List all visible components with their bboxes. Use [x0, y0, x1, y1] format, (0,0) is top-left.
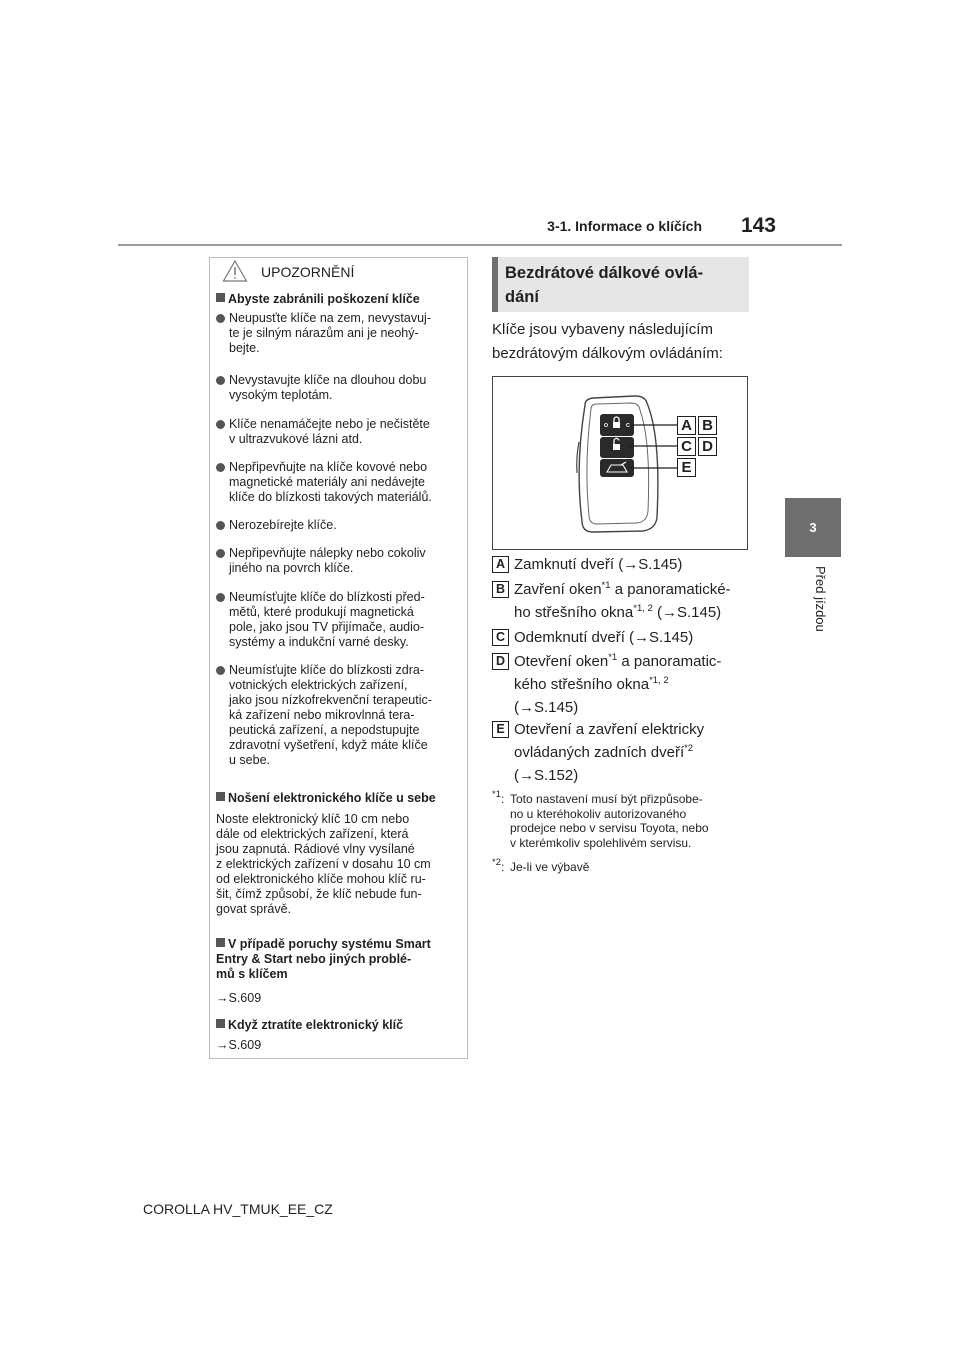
section-title: 3-1. Informace o klíčích: [547, 218, 702, 234]
warning-paragraph: Noste elektronický klíč 10 cm nebo dále od elektrických zařízení, která jsou zapnutá. Rádiové vlny vysílané z elektrických zařízení v dosahu 10 cm od elektronického klíče mohou klíč ru- šit, čímž způsobí, že klíč nebude fun- govat správě.: [216, 812, 431, 916]
warning-heading: Abyste zabránili poškození klíče: [216, 292, 420, 307]
chapter-label-text: Před jízdou: [813, 566, 828, 632]
warning-heading: Když ztratíte elektronický klíč: [216, 1018, 403, 1033]
unlock-button: [600, 437, 634, 458]
callout-label-a: A: [677, 416, 696, 435]
page-reference: →S.609: [216, 991, 262, 1005]
warning-box: UPOZORNĚNÍ Abyste zabránili poškození klíče Neupusťte klíče na zem, nevystavuj- te je silným nárazům ani je neohý- bejte. Nevystavujte klíče na dlouhou dobu vysokým teplotám. Klíče nenamáčejte nebo je nečistěte v ultrazvukové lázni atd. Nepřipevňujte na klíče kovové nebo magnetické materiály ani nedávejte klíče do blízkosti takových materiálů. Nerozebírejte klíče. Nepřipevňujte nálepky nebo cokoliv jiného na povrch klíče. Neumísťujte klíče do blízkosti před- mětů, které produkují magnetická pole, jako jsou TV přijímače, audio- systémy a indukční varné desky. Neumísťujte klíče do blízkosti zdra- votnických elektrických zařízení, jako jsou nízkofrekvenční terapeutic- ká zařízení nebo mikrovlnná tera- peutická zařízení, a nepodstupujte zdravotní vyšetření, když máte klíče u sebe. Nošení elektronického klíče u sebe Noste elektronický klíč 10 cm nebo dále od elektrických zařízení, která jsou zapnutá. Rádiové vlny vysílané z elektrických zařízení v dosahu 10 cm od elektronického klíče mohou klíč ru- šit, čímž způsobí, že klíč nebude fun- govat správě. V případě poruchy systému Smart Entry & Start nebo jiných problé- mů s klíčem →S.609 Když ztratíte elektronický klíč →S.609: [209, 257, 468, 1059]
page-reference: →S.609: [216, 1038, 262, 1052]
section-heading-text: Bezdrátové dálkové ovlá- dání: [505, 264, 704, 306]
callout-label-c: C: [677, 437, 696, 456]
warning-triangle-icon: [222, 259, 248, 283]
section-heading: [492, 257, 749, 312]
remote-key-figure: [492, 376, 748, 550]
warning-title: UPOZORNĚNÍ: [261, 264, 355, 280]
legend-letter: D: [492, 653, 509, 670]
page-number: 143: [740, 214, 776, 237]
chapter-tab: 3: [785, 498, 841, 557]
intro-text: Klíče jsou vybaveny následujícím bezdrátovým dálkovým ovládáním:: [492, 321, 723, 362]
callout-label-e: E: [677, 458, 696, 477]
warning-heading: V případě poruchy systému Smart Entry & Start nebo jiných problé- mů s klíčem: [216, 937, 431, 981]
legend-letter: B: [492, 581, 509, 598]
header-rule: [118, 244, 842, 246]
legend-letter: A: [492, 556, 509, 573]
legend-letter: C: [492, 629, 509, 646]
warning-heading: Nošení elektronického klíče u sebe: [216, 791, 436, 806]
chapter-label: [780, 566, 846, 646]
footer-model-code: COROLLA HV_TMUK_EE_CZ: [143, 1201, 333, 1217]
callout-lines: [628, 425, 677, 468]
callout-label-d: D: [698, 437, 717, 456]
callout-label-b: B: [698, 416, 717, 435]
legend-letter: E: [492, 721, 509, 738]
